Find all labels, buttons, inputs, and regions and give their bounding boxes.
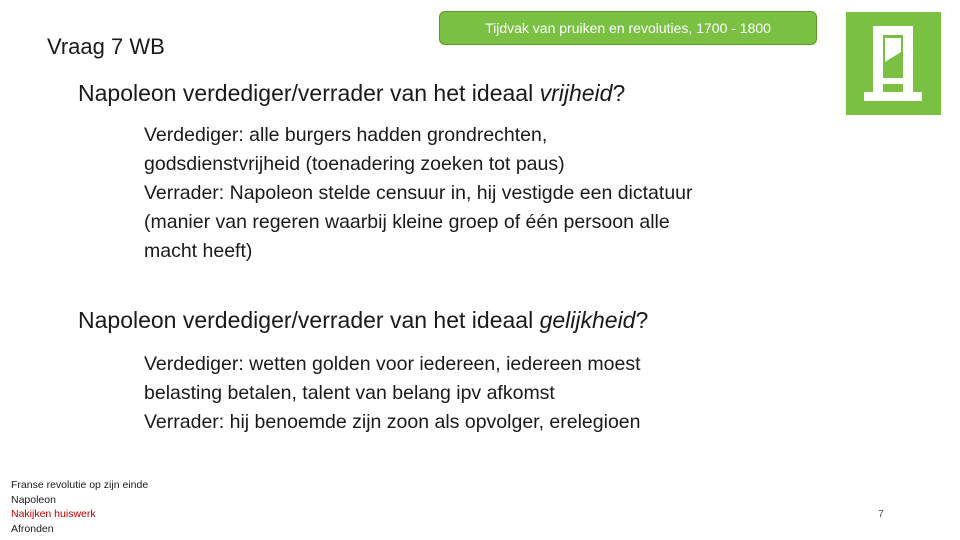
question-emphasis: vrijheid [539, 80, 613, 106]
answer-line: godsdienstvrijheid (toenadering zoeken tot paus) [144, 153, 565, 175]
question-suffix: ? [612, 80, 626, 106]
agenda-item: Franse revolutie op zijn einde [11, 479, 149, 491]
answer-line: Verrader: Napoleon stelde censuur in, hij vestigde een dictatuur [144, 182, 693, 204]
answer-line: (manier van regeren waarbij kleine groep of één persoon alle [144, 211, 670, 233]
answer-vrijheid [144, 121, 844, 266]
answer-line: Verdediger: wetten golden voor iedereen, iedereen moest [144, 353, 641, 375]
answer-line: macht heeft) [144, 240, 253, 262]
agenda-list [11, 478, 148, 536]
question-vrijheid [78, 80, 625, 107]
slide-title: Vraag 7 WB [47, 34, 165, 59]
question-emphasis: gelijkheid [539, 307, 636, 333]
answer-line: Verdediger: alle burgers hadden grondrechten, [144, 124, 548, 146]
answer-gelijkheid [144, 350, 844, 437]
question-suffix: ? [635, 307, 649, 333]
question-gelijkheid [78, 307, 648, 334]
agenda-item: Napoleon [11, 493, 56, 506]
guillotine-icon [846, 12, 941, 115]
answer-line: Verrader: hij benoemde zijn zoon als opvolger, erelegioen [144, 411, 641, 433]
question-prefix: Napoleon verdediger/verrader van het ideaal [78, 80, 540, 106]
question-prefix: Napoleon verdediger/verrader van het ideaal [78, 307, 540, 333]
page-number: 7 [878, 508, 884, 520]
agenda-item-active: Nakijken huiswerk [11, 508, 96, 520]
period-badge: Tijdvak van pruiken en revoluties, 1700 - 1800 [439, 11, 817, 45]
answer-line: belasting betalen, talent van belang ipv afkomst [144, 382, 555, 404]
agenda-item: Afronden [11, 522, 54, 535]
